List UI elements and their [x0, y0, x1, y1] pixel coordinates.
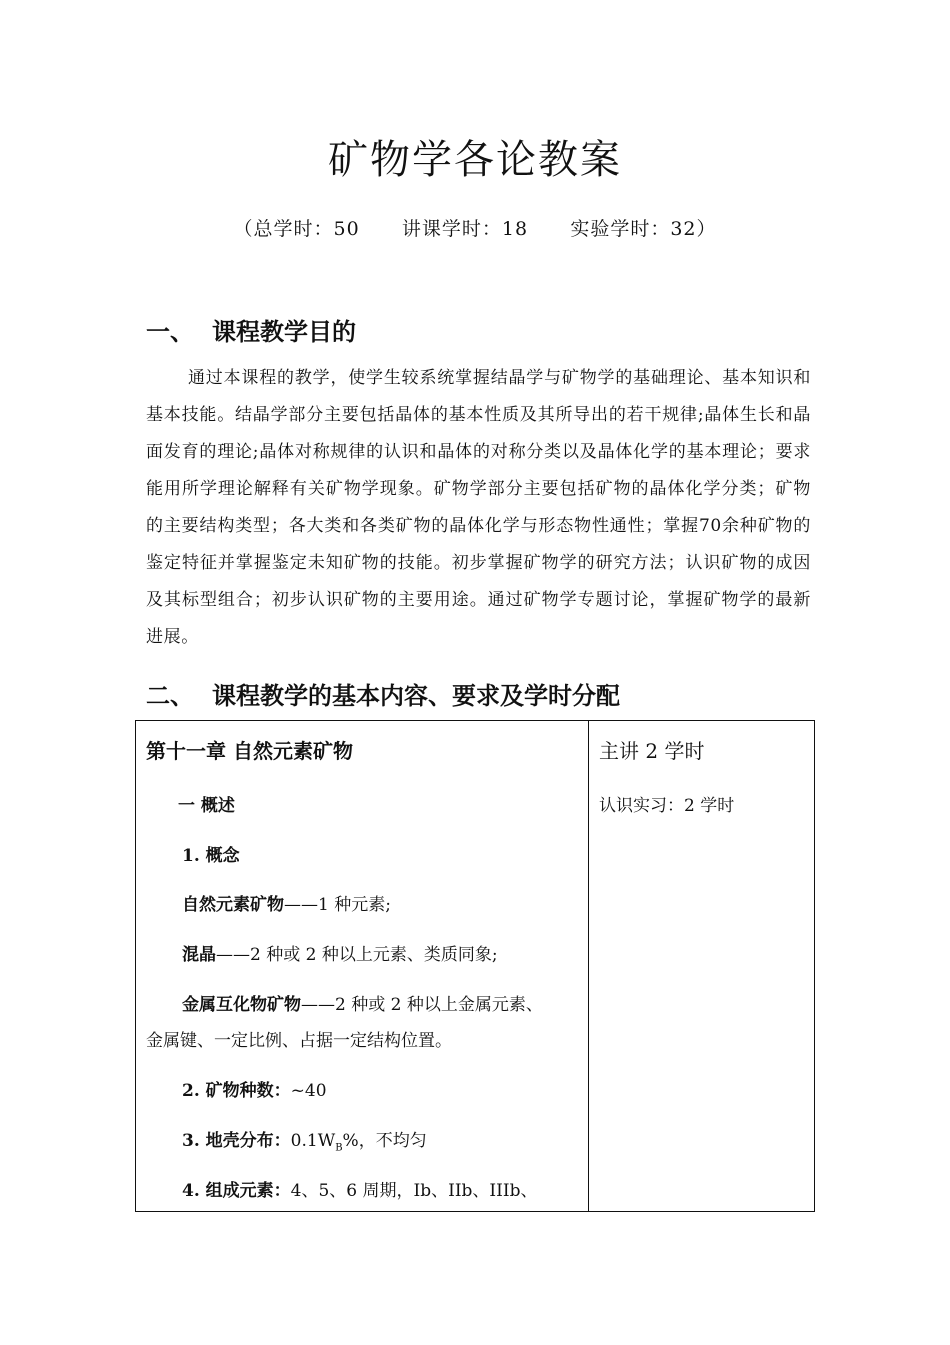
- document-subtitle: （总学时：50 讲课学时：18 实验学时：32）: [233, 218, 717, 240]
- section-heading-2: [146, 676, 620, 711]
- section-number: 一、: [146, 317, 194, 346]
- item-value: 4、5、6 周期，Ib、IIb、IIIb、: [290, 1181, 538, 1201]
- section-title: 课程教学的基本内容、要求及学时分配: [212, 681, 620, 710]
- section-1-paragraph: 通过本课程的教学，使学生较系统掌握结晶学与矿物学的基础理论、基本知识和基本技能。结晶学部分主要包括晶体的基本性质及其所导出的若干规律;晶体生长和晶面发育的理论;晶体对称规律的认识和晶体的对称分类以及晶体化学的基本理论；要求能用所学理论解释有关矿物学现象。矿物学部分主要包括矿物的晶体化学分类；矿物的主要结构类型；各大类和各类矿物的晶体化学与形态物性通性；掌握70余种矿物的鉴定特征并掌握鉴定未知矿物的技能。初步掌握矿物学的研究方法；认识矿物的成因及其标型组合；初步认识矿物的主要用途。通过矿物学专题讨论，掌握矿物学的最新进展。: [146, 368, 811, 647]
- item-value: 0.1W: [290, 1131, 336, 1151]
- item-value: ~40: [290, 1081, 327, 1101]
- item-label: 4. 组成元素：: [182, 1181, 291, 1201]
- definition-term: 自然元素矿物: [182, 895, 284, 915]
- definition-text: ——2 种或 2 种以上元素、类质同象;: [216, 945, 498, 965]
- section-heading-1: [146, 312, 356, 347]
- definition-term: 金属互化物矿物: [182, 995, 301, 1015]
- definition-2: [182, 940, 498, 965]
- content-table: [135, 720, 815, 1212]
- definition-term: 混晶: [182, 945, 216, 965]
- overview-heading: 一 概述: [178, 796, 235, 816]
- item-2: [182, 1076, 327, 1101]
- column-divider: [588, 721, 589, 1211]
- practice-hours: 认识实习：2 学时: [599, 796, 735, 816]
- item-1-label: 1. 概念: [182, 846, 240, 866]
- item-value-subscript: B: [335, 1142, 343, 1154]
- definition-text: ——2 种或 2 种以上金属元素、: [301, 995, 543, 1015]
- definition-1: [182, 890, 391, 915]
- item-label: 2. 矿物种数：: [182, 1081, 291, 1101]
- definition-text: ——1 种元素;: [284, 895, 391, 915]
- section-title: 课程教学目的: [212, 317, 356, 346]
- chapter-title: 第十一章 自然元素矿物: [146, 739, 353, 763]
- section-number: 二、: [146, 681, 194, 710]
- item-label: 3. 地壳分布：: [182, 1131, 291, 1151]
- item-3: [182, 1126, 427, 1153]
- lecture-hours: 主讲 2 学时: [599, 739, 705, 763]
- definition-3: [182, 990, 543, 1015]
- item-4: [182, 1176, 537, 1201]
- document-title: 矿物学各论教案: [328, 137, 622, 183]
- definition-3-continued: 金属键、一定比例、占据一定结构位置。: [146, 1031, 452, 1051]
- item-value-suffix: %，不均匀: [342, 1131, 427, 1151]
